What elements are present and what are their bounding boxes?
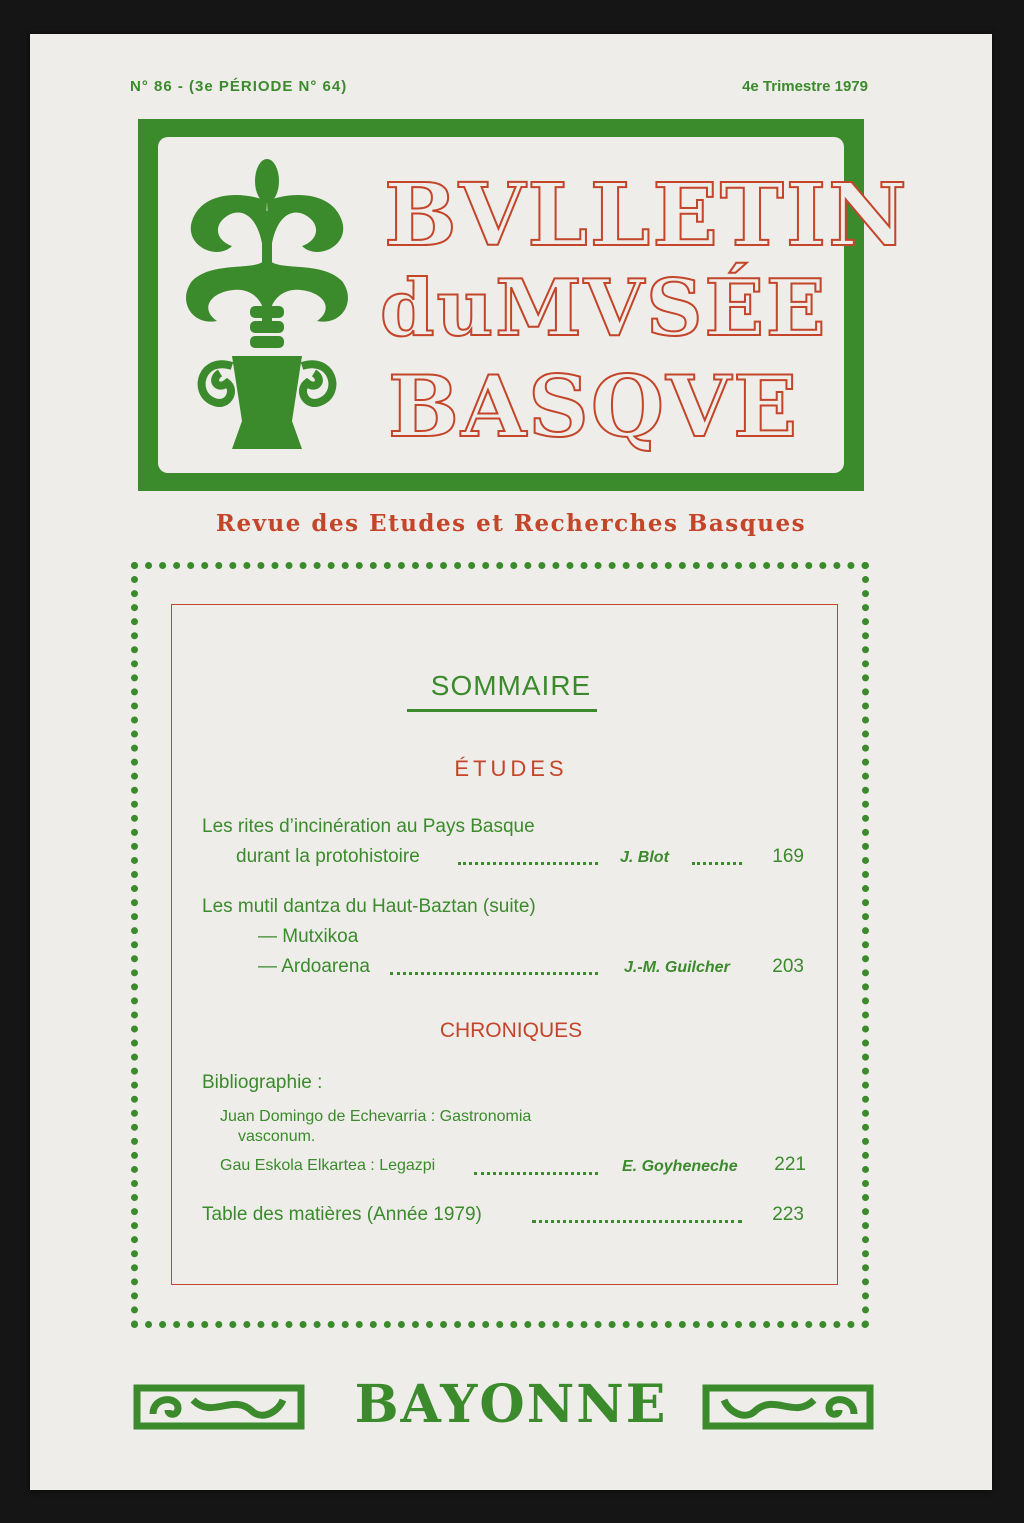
chroniques-heading: CHRONIQUES [439,1019,583,1042]
city-name: BAYONNE [354,1374,668,1435]
item2-title-line3: — Ardoarena [258,956,370,977]
item1-page: 169 [772,846,804,867]
leader-dots [532,1216,742,1223]
biblio-page: 221 [774,1154,806,1175]
sommaire-heading: SOMMAIRE [430,670,592,701]
biblio-author: E. Goyheneche [622,1158,738,1175]
item2-author: J.-M. Guilcher [624,959,730,976]
item2-title-line2: — Mutxikoa [258,926,359,947]
table-label: Table des matières (Année 1979) [202,1204,482,1225]
issue-number: N° 86 - (3e PÉRIODE N° 64) [130,78,348,95]
leader-dots [390,968,598,975]
right-scroll-ornament-icon [702,1382,874,1432]
bibliographie-label: Bibliographie : [202,1072,323,1093]
vase-plant-icon [172,151,362,461]
item1-title-line2: durant la protohistoire [236,846,420,867]
item2-title-line1: Les mutil dantza du Haut-Baztan (suite) [202,896,536,917]
table-page: 223 [772,1204,804,1225]
leader-dots [692,858,742,865]
sommaire-underline [407,709,597,712]
item2-page: 203 [772,956,804,977]
leader-dots [474,1168,598,1175]
masthead-line-3: BASQVE [388,357,800,456]
masthead-inner [158,137,909,473]
etudes-heading: ÉTUDES [454,756,568,781]
masthead-line-1: BVLLETIN [384,165,909,266]
quarter-date: 4e Trimestre 1979 [742,78,868,95]
masthead-frame [138,119,909,491]
masthead-line-2: duMVSÉE [380,263,828,354]
journal-subtitle: Revue des Etudes et Recherches Basques [215,510,807,537]
leader-dots [458,858,598,865]
biblio-entry1-line2: vasconum. [238,1128,316,1145]
biblio-entry2: Gau Eskola Elkartea : Legazpi [220,1157,436,1174]
biblio-entry1-line1: Juan Domingo de Echevarria : Gastronomia [220,1108,532,1125]
cover-page [30,34,992,1490]
item1-title-line1: Les rites d’incinération au Pays Basque [202,816,535,837]
item1-author: J. Blot [620,849,669,866]
